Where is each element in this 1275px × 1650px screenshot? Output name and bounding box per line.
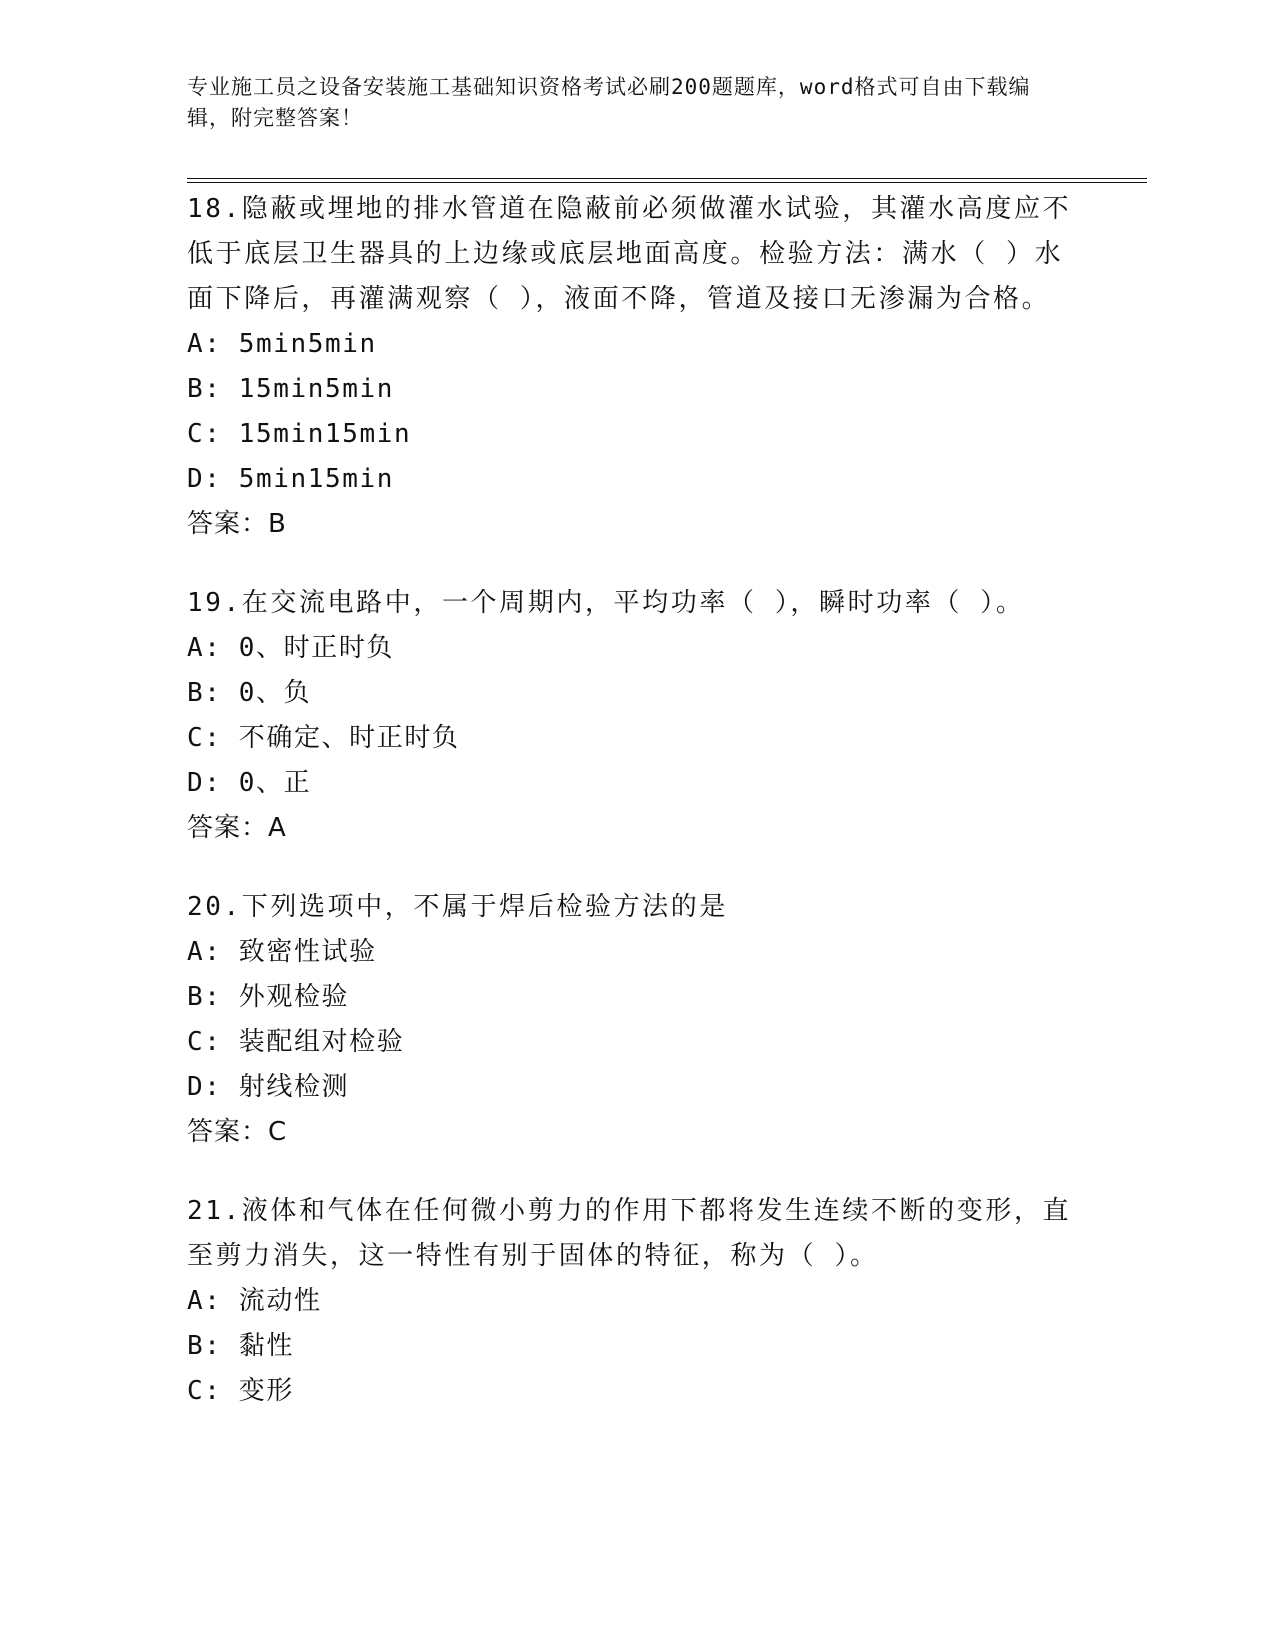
answer: 答案：C (187, 1117, 288, 1147)
question-19 (187, 581, 1087, 851)
question-18 (187, 187, 1087, 547)
option-a: A: 5min5min (187, 329, 377, 359)
answer: 答案：A (187, 813, 287, 843)
question-text: 20.下列选项中，不属于焊后检验方法的是 (187, 892, 728, 922)
option-b: B: 0、负 (187, 678, 312, 708)
option-c: C: 装配组对检验 (187, 1027, 405, 1057)
answer: 答案：B (187, 509, 287, 539)
option-d: D: 0、正 (187, 768, 312, 798)
question-text: 21.液体和气体在任何微小剪力的作用下都将发生连续不断的变形，直至剪力消失，这一特性有别于固体的特征，称为（ ）。 (187, 1196, 1072, 1271)
question-list (187, 187, 1087, 1448)
option-b: B: 15min5min (187, 374, 395, 404)
option-c: C: 变形 (187, 1376, 294, 1406)
question-20 (187, 885, 1087, 1155)
option-c: C: 15min15min (187, 419, 412, 449)
document-header: 专业施工员之设备安装施工基础知识资格考试必刷200题题库，word格式可自由下载编辑，附完整答案！ (187, 75, 1031, 130)
option-a: A: 0、时正时负 (187, 633, 395, 663)
option-b: B: 黏性 (187, 1331, 294, 1361)
question-text: 18.隐蔽或埋地的排水管道在隐蔽前必须做灌水试验，其灌水高度应不低于底层卫生器具的上边缘或底层地面高度。检验方法：满水（ ）水面下降后，再灌满观察（ ），液面不降，管道及接口无渗漏为合格。 (187, 194, 1072, 314)
option-d: D: 射线检测 (187, 1072, 350, 1102)
option-a: A: 流动性 (187, 1286, 322, 1316)
option-d: D: 5min15min (187, 464, 395, 494)
question-21 (187, 1189, 1087, 1414)
option-b: B: 外观检验 (187, 982, 350, 1012)
header-divider-top (187, 178, 1147, 179)
option-c: C: 不确定、时正时负 (187, 723, 460, 753)
question-text: 19.在交流电路中，一个周期内，平均功率（ ），瞬时功率（ ）。 (187, 588, 1025, 618)
header-divider-bottom (187, 182, 1147, 183)
option-a: A: 致密性试验 (187, 937, 377, 967)
